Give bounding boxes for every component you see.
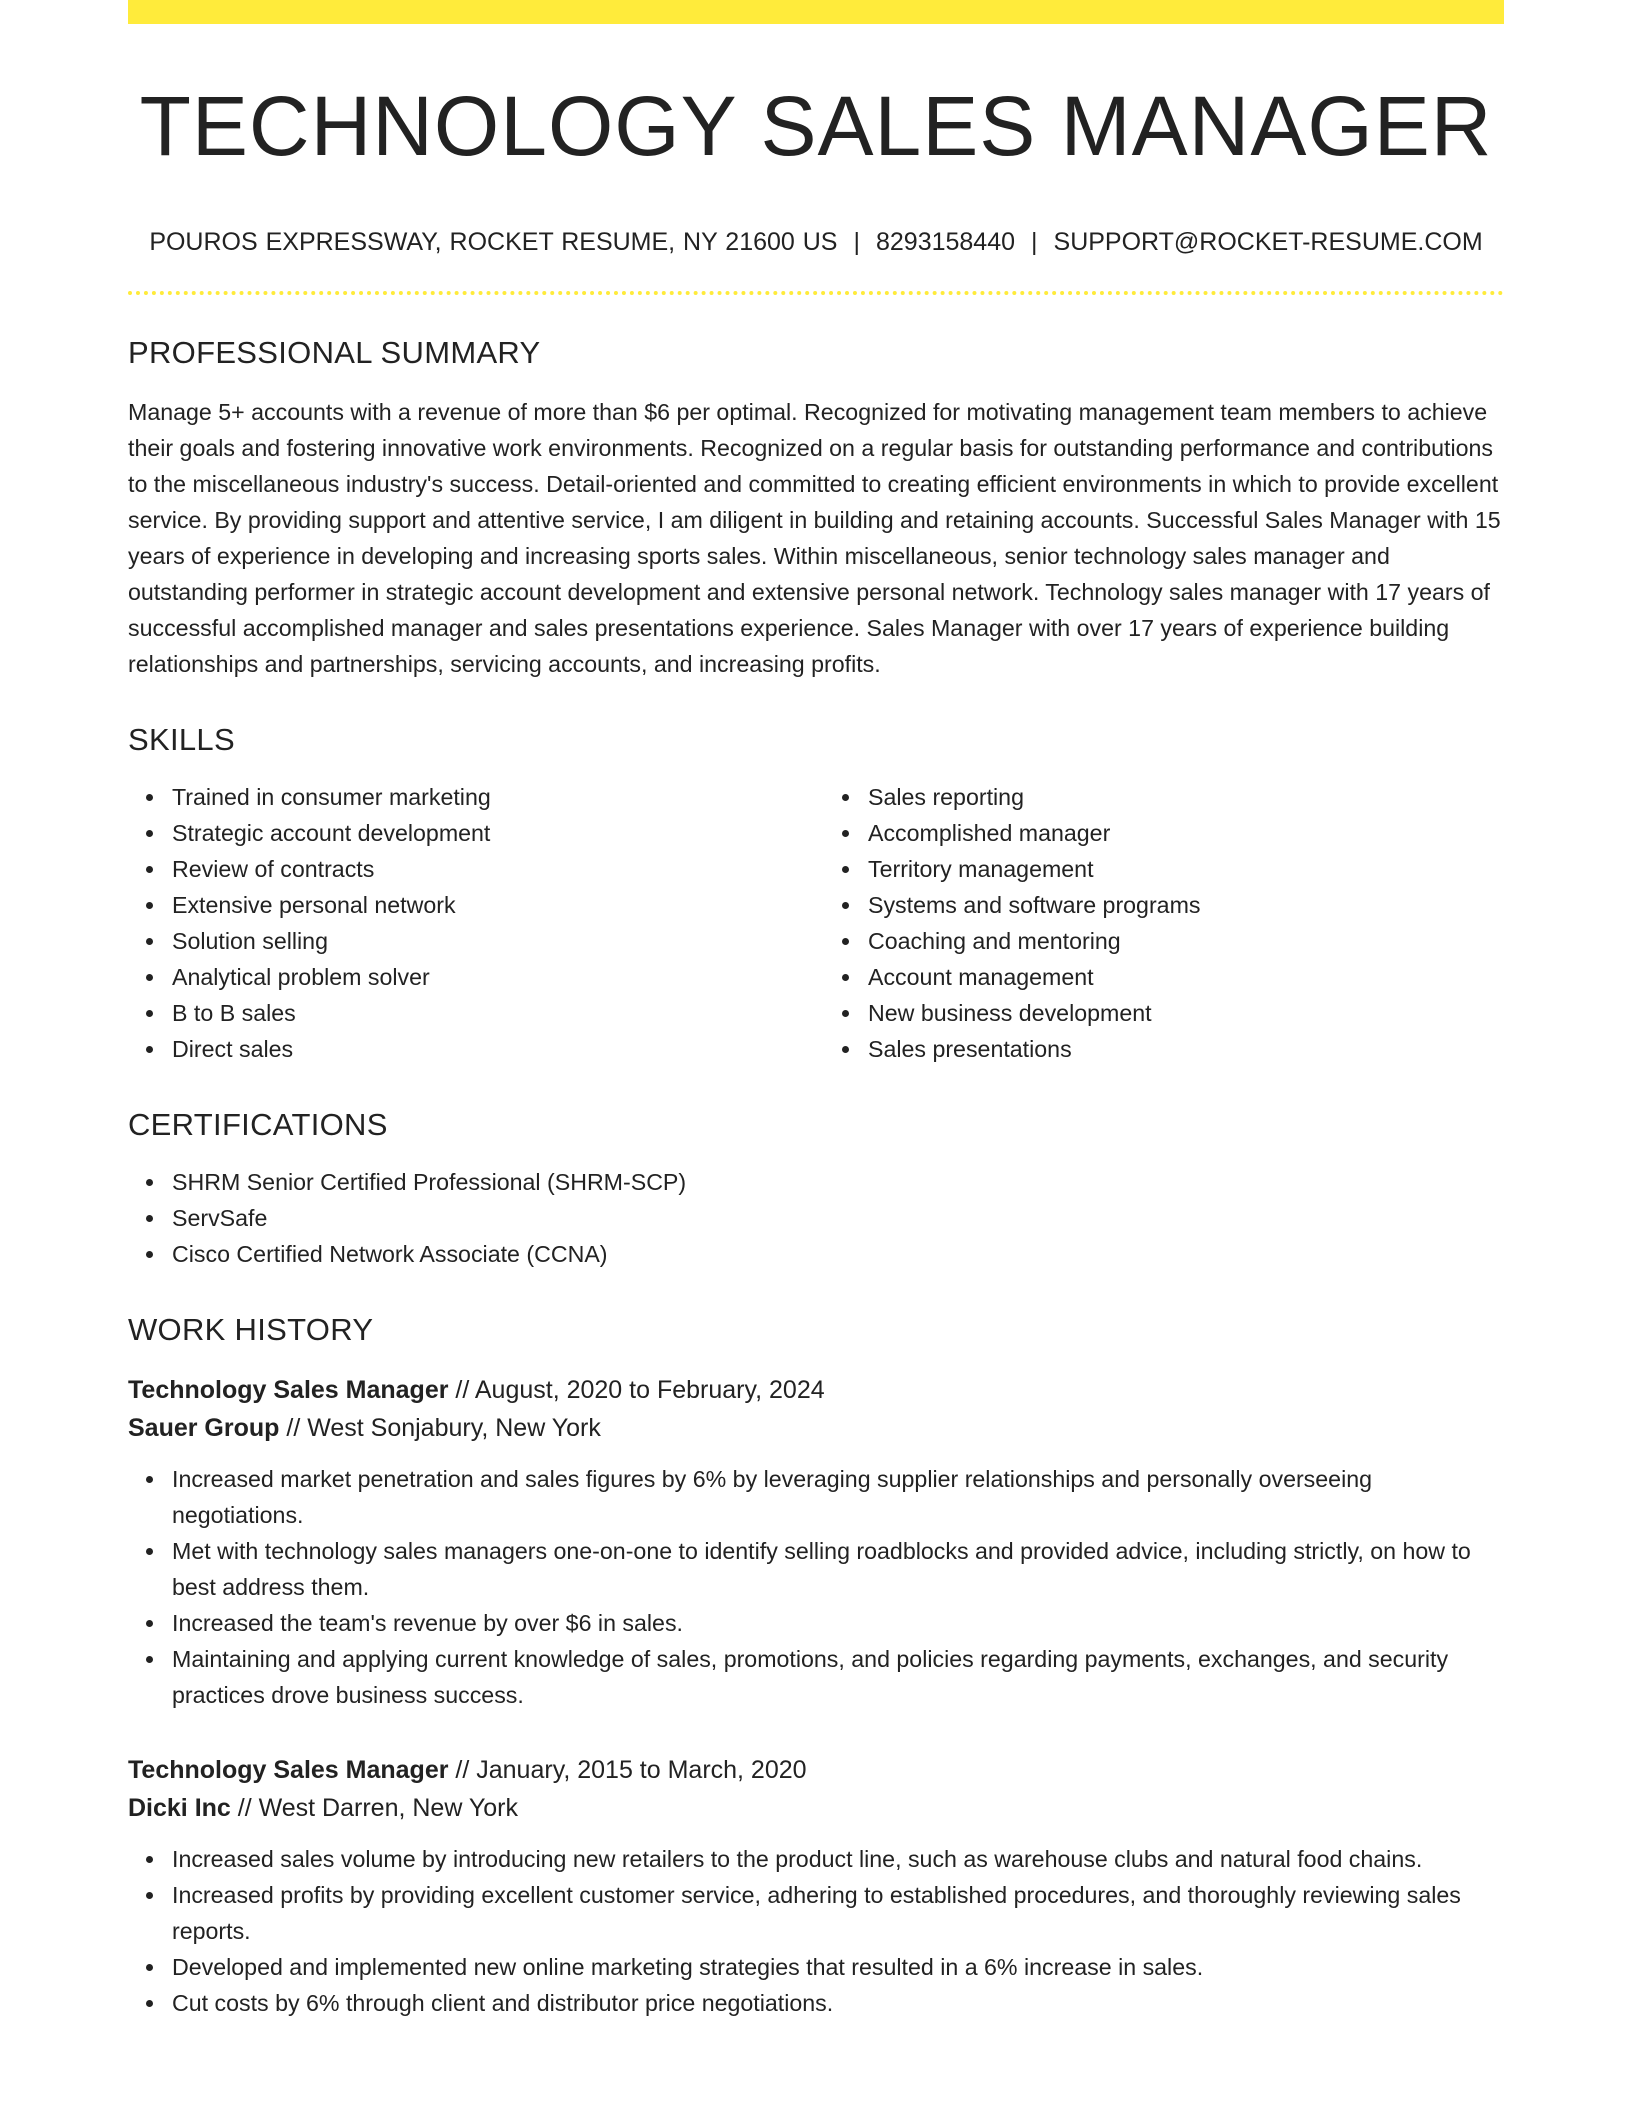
resume-title: TECHNOLOGY SALES MANAGER	[139, 79, 1493, 173]
phone: 8293158440	[875, 228, 1016, 256]
skill-item: Territory management	[868, 851, 1504, 887]
job-bullet: Increased the team's revenue by over $6 in sales.	[172, 1605, 1504, 1641]
skill-item: Systems and software programs	[868, 887, 1504, 923]
skill-item: Direct sales	[172, 1031, 816, 1067]
contact-line	[128, 228, 1504, 257]
skill-item: Sales reporting	[868, 779, 1504, 815]
skills-left-list	[128, 779, 816, 1067]
resume-page	[128, 0, 1504, 2021]
job-title-line	[128, 1371, 1504, 1409]
skill-item: New business development	[868, 995, 1504, 1031]
summary-text: Manage 5+ accounts with a revenue of more than $6 per optimal. Recognized for motivating management team members to achieve their goals and fostering innovative work environments. Recognized on a regular basis for outstanding performance and contributions to the miscellaneous industry's success. Detail-oriented and committed to creating efficient environments in which to provide excellent service. By providing support and attentive service, I am diligent in building and retaining accounts. Successful Sales Manager with 15 years of experience in developing and increasing sports sales. Within miscellaneous, senior technology sales manager and outstanding performer in strategic account development and extensive personal network. Technology sales manager with 17 years of successful accomplished manager and sales presentations experience. Sales Manager with over 17 years of experience building relationships and partnerships, servicing accounts, and increasing profits.	[128, 399, 1501, 677]
certification-item: ServSafe	[172, 1200, 1504, 1236]
job-bullet: Cut costs by 6% through client and distributor price negotiations.	[172, 1985, 1504, 2021]
skills-heading: SKILLS	[128, 722, 235, 757]
skill-item: B to B sales	[172, 995, 816, 1031]
job-dates: // August, 2020 to February, 2024	[448, 1376, 825, 1404]
skill-item: Strategic account development	[172, 815, 816, 851]
job-entry	[128, 1751, 1504, 2021]
job-title: Technology Sales Manager	[128, 1376, 449, 1404]
job-entry	[128, 1371, 1504, 1713]
skill-item: Trained in consumer marketing	[172, 779, 816, 815]
job-company: Sauer Group	[128, 1414, 280, 1442]
certifications-list	[128, 1164, 1504, 1272]
job-location: // West Sonjabury, New York	[279, 1414, 601, 1442]
certifications-heading: CERTIFICATIONS	[128, 1107, 388, 1142]
summary-heading: PROFESSIONAL SUMMARY	[128, 335, 541, 370]
job-title-line	[128, 1751, 1504, 1789]
job-company-line	[128, 1409, 1504, 1447]
work-history-heading: WORK HISTORY	[128, 1312, 374, 1347]
job-title: Technology Sales Manager	[128, 1756, 449, 1784]
skills-columns	[128, 779, 1504, 1067]
accent-bar	[128, 0, 1504, 24]
job-bullet: Increased market penetration and sales figures by 6% by leveraging supplier relationships and personally overseeing negotiations.	[172, 1461, 1504, 1533]
skill-item: Extensive personal network	[172, 887, 816, 923]
job-dates: // January, 2015 to March, 2020	[448, 1756, 807, 1784]
job-bullet: Maintaining and applying current knowledge of sales, promotions, and policies regarding payments, exchanges, and security practices drove business success.	[172, 1641, 1504, 1713]
skills-right-list	[816, 779, 1504, 1067]
job-company: Dicki Inc	[128, 1794, 231, 1822]
job-bullet: Increased profits by providing excellent customer service, adhering to established procedures, and thoroughly reviewing sales reports.	[172, 1877, 1504, 1949]
separator: |	[1031, 228, 1038, 256]
job-bullet: Developed and implemented new online marketing strategies that resulted in a 6% increase in sales.	[172, 1949, 1504, 1985]
job-bullet: Increased sales volume by introducing new retailers to the product line, such as warehouse clubs and natural food chains.	[172, 1841, 1504, 1877]
job-company-line	[128, 1789, 1504, 1827]
skill-item: Accomplished manager	[868, 815, 1504, 851]
dotted-divider	[128, 291, 1504, 295]
job-location: // West Darren, New York	[230, 1794, 518, 1822]
job-bullets	[128, 1461, 1504, 1713]
email: SUPPORT@ROCKET-RESUME.COM	[1053, 228, 1483, 256]
separator: |	[853, 228, 860, 256]
skill-item: Solution selling	[172, 923, 816, 959]
skill-item: Sales presentations	[868, 1031, 1504, 1067]
skill-item: Coaching and mentoring	[868, 923, 1504, 959]
job-bullet: Met with technology sales managers one-on-one to identify selling roadblocks and provided advice, including strictly, on how to best address them.	[172, 1533, 1504, 1605]
job-bullets	[128, 1841, 1504, 2021]
certification-item: SHRM Senior Certified Professional (SHRM-SCP)	[172, 1164, 1504, 1200]
skill-item: Account management	[868, 959, 1504, 995]
skill-item: Analytical problem solver	[172, 959, 816, 995]
address: POUROS EXPRESSWAY, ROCKET RESUME, NY 21600 US	[149, 228, 838, 256]
skill-item: Review of contracts	[172, 851, 816, 887]
certification-item: Cisco Certified Network Associate (CCNA)	[172, 1236, 1504, 1272]
